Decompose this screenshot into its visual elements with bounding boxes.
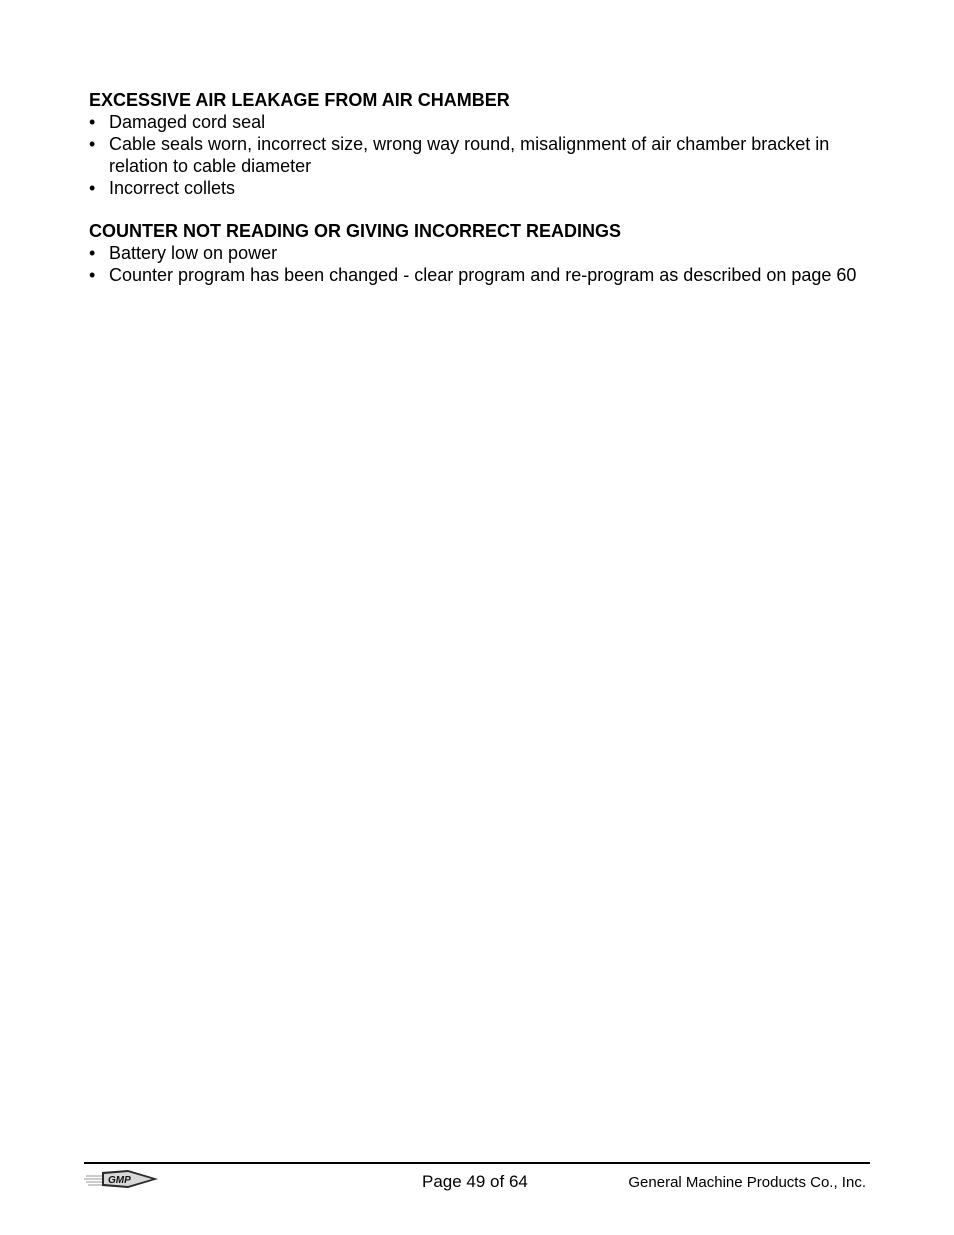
- list-item: [89, 177, 879, 199]
- list-item-text: Battery low on power: [109, 243, 278, 263]
- logo-text: GMP: [108, 1175, 131, 1186]
- list-item: [89, 133, 879, 177]
- bullet-icon: •: [89, 112, 96, 132]
- section-counter-readings: [89, 220, 879, 286]
- list-item: [89, 111, 879, 133]
- footer-divider: [84, 1162, 870, 1164]
- company-name: General Machine Products Co., Inc.: [628, 1174, 866, 1191]
- bullet-icon: •: [89, 178, 96, 198]
- gmp-arrow-logo-icon: [84, 1168, 160, 1194]
- section-heading: COUNTER NOT READING OR GIVING INCORRECT READINGS: [89, 221, 622, 241]
- list-item: [89, 242, 879, 264]
- section-heading: EXCESSIVE AIR LEAKAGE FROM AIR CHAMBER: [89, 90, 510, 110]
- bullet-icon: •: [89, 265, 96, 285]
- bullet-list: [89, 111, 879, 199]
- list-item-text: Counter program has been changed - clear program and re-program as described on page 60: [109, 265, 857, 285]
- page-number: Page 49 of 64: [422, 1172, 528, 1191]
- list-item-text: Cable seals worn, incorrect size, wrong way round, misalignment of air chamber bracket in relation to cable diameter: [109, 134, 830, 176]
- list-item-text: Damaged cord seal: [109, 112, 266, 132]
- gmp-logo: [84, 1168, 160, 1194]
- list-item: [89, 264, 879, 286]
- bullet-list: [89, 242, 879, 286]
- section-air-leakage: [89, 89, 879, 199]
- bullet-icon: •: [89, 134, 96, 154]
- list-item-text: Incorrect collets: [109, 178, 236, 198]
- bullet-icon: •: [89, 243, 96, 263]
